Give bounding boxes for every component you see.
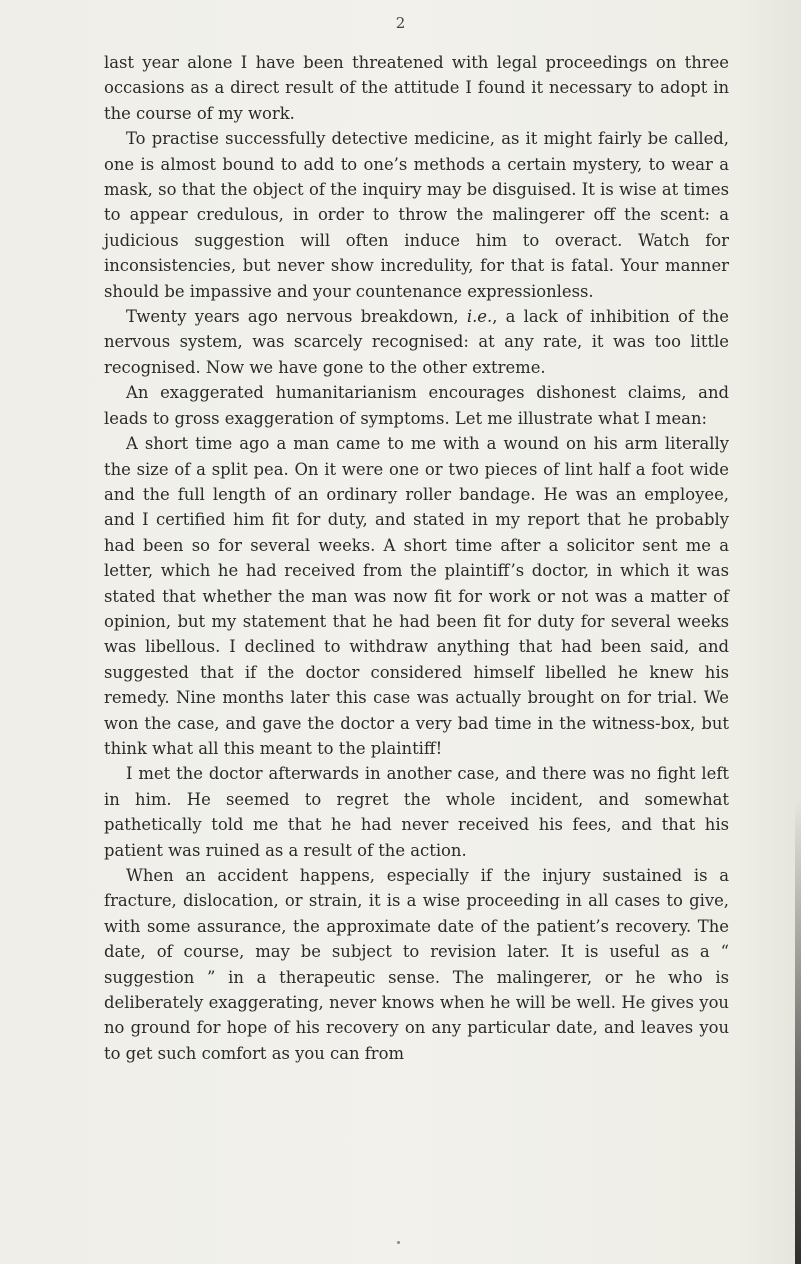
paragraph-nervous-breakdown — [104, 304, 729, 380]
page-number: 2 — [395, 14, 406, 32]
paragraph-accident-recovery: When an accident happens, especially if the injury sustained is a fracture, dislocation, or strain, it is a wise proceeding in all cases to give, with some assurance, the approximate date of the patient’s recovery. The date, of course, may be subject to revision later. It is useful as a “ suggestion ” in a therapeutic sense. The malingerer, or he who is deliberately exaggerating, never knows when he will be well. He gives you no ground for hope of his recovery on any particular date, and leaves you to get such comfort as you can from — [104, 866, 729, 1063]
breakdown-text-italic: i.e. — [466, 307, 493, 327]
body-text — [104, 50, 729, 1066]
paragraph-humanitarianism: An exaggerated humanitarianism encourages dishonest claims, and leads to gross exaggeration of symptoms. Let me illustrate what I mean: — [104, 383, 729, 428]
page-edge-shadow — [795, 800, 801, 1264]
paragraph-detective-medicine: To practise successfully detective medicine, as it might fairly be called, one is almost bound to add to one’s methods a certain mystery, to wear a mask, so that the object of the inquiry may be disguised. It is wise at times to appear credulous, in order to throw the malingerer off the scent: a judicious suggestion will often induce him to overact. Watch for inconsistencies, but never show incredulity, for that is fatal. Your manner should be impassive and your countenance expressionless. — [104, 129, 729, 301]
paper-speck — [397, 1241, 400, 1244]
breakdown-text-end: , a lack of inhibition of the nervous system, was scarcely recognised: at any rate, it was too little recognised. Now we have gone to the other extreme. — [104, 307, 729, 377]
paragraph-wound-case: A short time ago a man came to me with a wound on his arm literally the size of a split pea. On it were one or two pieces of lint half a foot wide and the full length of an ordinary roller bandage. He was an employee, and I certified him fit for duty, and stated in my report that he probably had been so for several weeks. A short time after a solicitor sent me a letter, which he had received from the plaintiff’s doctor, in which it was stated that whether the man was now fit for work or not was a matter of opinion, but my statement that he had been fit for duty for several weeks was libellous. I declined to withdraw anything that had been said, and suggested that if the doctor considered himself libelled he knew his remedy. Nine months later this case was actually brought on for trial. We won the case, and gave the doctor a very bad time in the witness-box, but think what all this meant to the plaintiff! — [104, 434, 729, 758]
paragraph-doctor-afterwards: I met the doctor afterwards in another case, and there was no fight left in him. He seemed to regret the whole incident, and somewhat pathetically told me that he had never received his fees, and that his patient was ruined as a result of the action. — [104, 764, 729, 860]
paragraph-legal-proceedings: last year alone I have been threatened with legal proceedings on three occasions as a direct result of the attitude I found it necessary to adopt in the course of my work. — [104, 53, 729, 123]
breakdown-text-start: Twenty years ago nervous breakdown, — [126, 307, 467, 327]
